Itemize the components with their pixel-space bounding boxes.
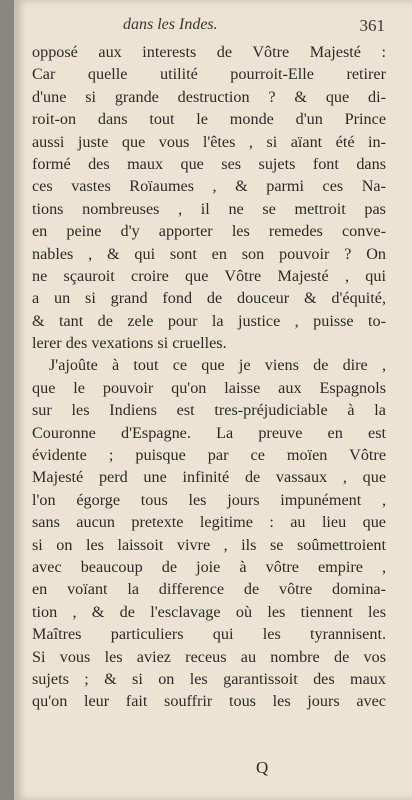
text-line: avec beaucoup de joie à vôtre empire , [32,557,386,576]
paragraph-start-line: J'ajoûte à tout ce que je viens de dire , [49,356,386,375]
page-header [14,16,412,40]
text-line: tion , & de l'esclavage où les tiennent les [32,602,386,621]
text-line: a un si grand fond de douceur & d'équité, [32,289,386,308]
text-line: & tant de zele pour la justice , puisse to- [32,311,386,330]
text-line: formé des maux que ses sujets font dans [32,154,386,173]
catchword: Q [256,758,269,777]
text-line: opposé aux interests de Vôtre Majesté : [32,43,386,61]
text-line: Car quelle utilité pourroit-Elle retirer [32,65,386,84]
text-line: Si vous les aviez receus au nombre de vos [32,647,386,666]
text-line: ces vastes Roïaumes , & parmi ces Na- [32,177,386,196]
text-line: Majesté perd une infinité de vassaux , que [32,468,386,487]
book-page [14,0,412,800]
text-line: si on les laissoit vivre , ils se soûmettroient [32,535,386,554]
text-line: évidente ; puisque par ce moïen Vôtre [32,446,386,465]
text-line: d'une si grande destruction ? & que di- [32,87,386,106]
text-line: l'on égorge tous les jours impunément , [32,490,386,509]
text-line: sur les Indiens est tres-préjudiciable à la [32,401,386,420]
body-text [32,41,386,713]
text-line: sujets ; & si on les garantissoit des maux [32,669,386,688]
page-number: 361 [359,16,385,35]
text-line: sans aucun pretexte legitime : au lieu que [32,513,386,532]
text-line: en voïant la difference de vôtre domina- [32,580,386,599]
text-line: aussi juste que vous l'êtes , si aïant été in- [32,132,386,151]
text-line: nables , & qui sont en son pouvoir ? On [32,244,386,263]
text-line: roit-on dans tout le monde d'un Prince [32,110,386,129]
text-line: que le pouvoir qu'on laisse aux Espagnols [32,378,386,397]
text-line: ne sçauroit croire que Vôtre Majesté , qui [32,266,386,285]
text-line: Couronne d'Espagne. La preuve en est [32,423,386,442]
text-line: en peine d'y apporter les remedes conve- [32,222,386,241]
text-line: tions nombreuses , il ne se mettroit pas [32,199,386,218]
running-head: dans les Indes. [123,16,218,33]
text-line: Maîtres particuliers qui les tyrannisent. [32,625,386,644]
text-line: lerer des vexations si cruelles. [32,334,227,353]
text-line: qu'on leur fait souffrir tous les jours avec [32,692,386,711]
